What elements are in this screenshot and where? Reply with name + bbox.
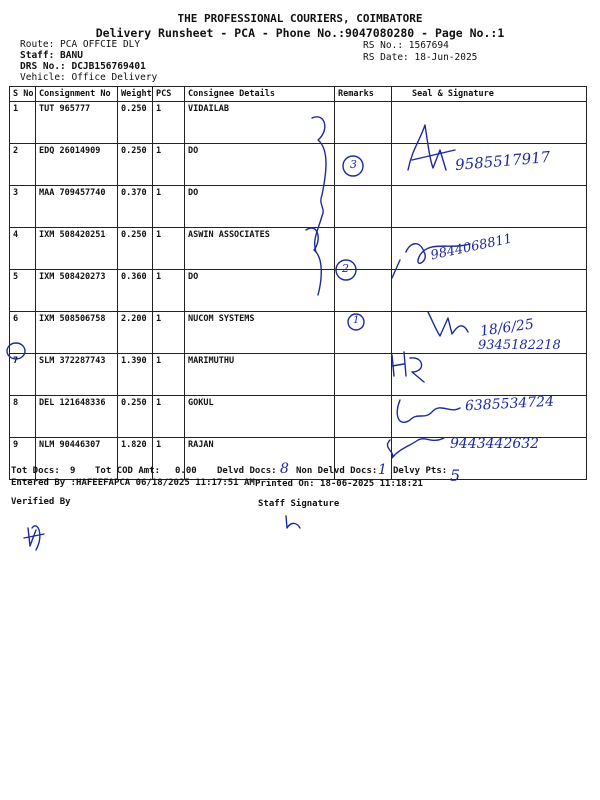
cell-pcs: 1: [153, 186, 185, 228]
cell-sno: 9: [10, 438, 36, 480]
vehicle-text: Vehicle: Office Delivery: [20, 72, 158, 83]
cell-remarks: [335, 354, 392, 396]
cell-consignee: RAJAN: [185, 438, 335, 480]
verified-signature: [24, 526, 44, 550]
cell-remarks: [335, 144, 392, 186]
verified-by-label: Verified By: [11, 497, 71, 507]
cell-weight: 2.200: [118, 312, 153, 354]
cell-consignment-no: DEL 121648336: [36, 396, 118, 438]
cell-sno: 4: [10, 228, 36, 270]
cell-sno: 8: [10, 396, 36, 438]
cell-pcs: 1: [153, 144, 185, 186]
col-header-signature: Seal & Signature: [392, 87, 587, 102]
cell-weight: 0.250: [118, 102, 153, 144]
cell-pcs: 1: [153, 438, 185, 480]
delvd-docs-label: Delvd Docs:: [217, 466, 277, 476]
drs-number: DRS No.: DCJB156769401: [20, 61, 146, 72]
col-header-consignment: Consignment No: [36, 87, 118, 102]
cell-sno: 7: [10, 354, 36, 396]
cell-weight: 0.370: [118, 186, 153, 228]
cell-weight: 0.360: [118, 270, 153, 312]
cell-signature: [392, 270, 587, 312]
cell-pcs: 1: [153, 354, 185, 396]
cell-sno: 3: [10, 186, 36, 228]
cell-remarks: [335, 270, 392, 312]
cell-pcs: 1: [153, 396, 185, 438]
cell-remarks: [335, 312, 392, 354]
handwritten-phone: 9585517917: [454, 147, 552, 175]
tot-cod-value: 0.00: [175, 466, 197, 476]
runsheet-table: [9, 86, 587, 480]
cell-consignee: DO: [185, 144, 335, 186]
company-title: THE PROFESSIONAL COURIERS, COIMBATORE: [177, 12, 423, 25]
tot-docs-label: Tot Docs:: [11, 466, 60, 476]
table-row: [10, 270, 587, 312]
cell-signature: [392, 186, 587, 228]
cell-consignment-no: IXM 508420273: [36, 270, 118, 312]
handwritten-date: 18/6/25: [479, 316, 535, 340]
cell-remarks: [335, 396, 392, 438]
tot-cod-label: Tot COD Amt:: [95, 466, 161, 476]
col-header-remarks: Remarks: [335, 87, 392, 102]
cell-consignment-no: MAA 709457740: [36, 186, 118, 228]
route-text: Route: PCA OFFCIE DLY: [20, 39, 141, 50]
cell-consignment-no: NLM 90446307: [36, 438, 118, 480]
cell-consignee: MARIMUTHU: [185, 354, 335, 396]
printed-on: Printed On: 18-06-2025 11:18:21: [255, 479, 423, 489]
delvy-pts-value: 5: [450, 466, 461, 485]
remark-number: 2: [342, 262, 349, 275]
cell-consignee: VIDAILAB: [185, 102, 335, 144]
remark-number: 1: [353, 315, 360, 326]
cell-weight: 1.390: [118, 354, 153, 396]
cell-remarks: [335, 186, 392, 228]
staff-signature-label: Staff Signature: [258, 499, 340, 509]
entered-by: Entered By :HAFEEFAPCA 06/18/2025 11:17:51 AM: [11, 478, 255, 488]
cell-consignee: DO: [185, 270, 335, 312]
handwritten-phone: 6385534724: [464, 393, 555, 415]
cell-sno: 1: [10, 102, 36, 144]
remark-number: 3: [350, 158, 357, 171]
cell-sno: 2: [10, 144, 36, 186]
rs-date: RS Date: 18-Jun-2025: [363, 52, 478, 63]
cell-signature: [392, 354, 587, 396]
cell-pcs: 1: [153, 102, 185, 144]
handwritten-phone: 9443442632: [450, 436, 540, 452]
non-delvd-docs-label: Non Delvd Docs:: [296, 466, 378, 476]
cell-pcs: 1: [153, 312, 185, 354]
table-header-row: [10, 87, 587, 102]
col-header-sno: S No: [10, 87, 36, 102]
handwritten-phone: 9844068811: [429, 231, 514, 264]
cell-weight: 0.250: [118, 396, 153, 438]
cell-weight: 0.250: [118, 144, 153, 186]
cell-remarks: [335, 102, 392, 144]
tot-docs-value: 9: [70, 466, 76, 476]
cell-sno: 6: [10, 312, 36, 354]
cell-pcs: 1: [153, 270, 185, 312]
runsheet-subtitle: Delivery Runsheet - PCA - Phone No.:9047080280 - Page No.:1: [95, 26, 505, 40]
non-delvd-docs-value: 1: [378, 462, 387, 478]
col-header-weight: Weight: [118, 87, 153, 102]
cell-consignment-no: SLM 372287743: [36, 354, 118, 396]
col-header-consignee: Consignee Details: [185, 87, 335, 102]
cell-weight: 1.820: [118, 438, 153, 480]
delvd-docs-value: 8: [280, 461, 289, 477]
cell-weight: 0.250: [118, 228, 153, 270]
cell-signature: [392, 102, 587, 144]
table-row: [10, 186, 587, 228]
delvy-pts-label: Delvy Pts:: [393, 466, 448, 476]
cell-consignment-no: TUT 965777: [36, 102, 118, 144]
table-row: [10, 102, 587, 144]
col-header-pcs: PCS: [153, 87, 185, 102]
table-row: [10, 354, 587, 396]
rs-number: RS No.: 1567694: [363, 40, 449, 51]
cell-consignment-no: IXM 508420251: [36, 228, 118, 270]
cell-consignee: DO: [185, 186, 335, 228]
cell-pcs: 1: [153, 228, 185, 270]
cell-consignee: GOKUL: [185, 396, 335, 438]
handwritten-phone: 9345182218: [478, 338, 561, 353]
cell-consignment-no: IXM 508506758: [36, 312, 118, 354]
staff-signature-mark: [286, 516, 300, 528]
cell-sno: 5: [10, 270, 36, 312]
cell-consignee: NUCOM SYSTEMS: [185, 312, 335, 354]
cell-consignee: ASWIN ASSOCIATES: [185, 228, 335, 270]
cell-consignment-no: EDQ 26014909: [36, 144, 118, 186]
staff-text: Staff: BANU: [20, 50, 83, 61]
